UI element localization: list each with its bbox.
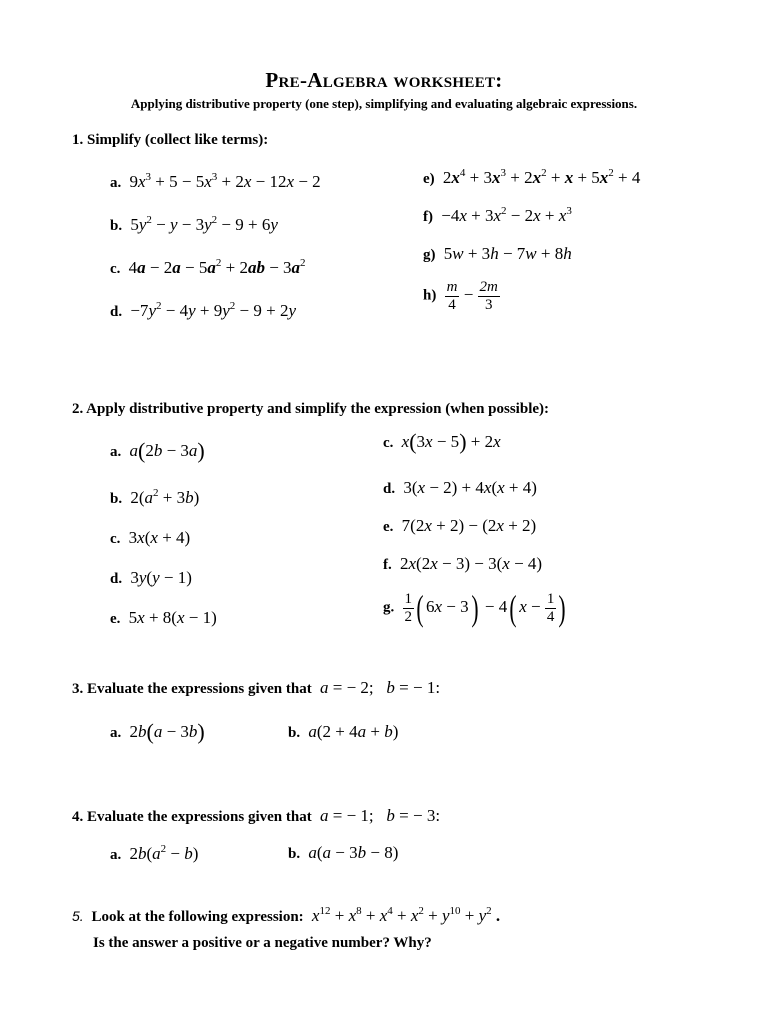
section-5-heading: 5. Look at the following expression: $x^{12} + x^8 + x^4 + x^2 + y^{10} + y^2$ .	[72, 905, 501, 925]
problem-3a: a. 2b(a − 3b)	[110, 719, 205, 744]
problem-1h: h) $\frac{m}{4}$ − $\frac{2m}{3}$	[423, 279, 498, 313]
problem-2a: a. a(2b − 3a)	[110, 438, 205, 463]
problem-2e-right: e. 7(2x + 2) − (2x + 2)	[383, 516, 537, 535]
section-2-heading: 2. Apply distributive property and simplify the expression (when possible):	[72, 401, 550, 417]
problem-2d: d. 3y(y − 1)	[110, 568, 192, 587]
section-3-heading: 3. Evaluate the expressions given that a = − 2; b = − 1:	[72, 678, 441, 697]
problem-2c-right: c. x(3x − 5) + 2x	[383, 429, 501, 454]
problem-2e: e. 5x + 8(x − 1)	[110, 608, 217, 627]
problem-2c: c. 3x(x + 4)	[110, 528, 191, 547]
problem-4a: a. $2b(a^2 - b)$	[110, 843, 199, 863]
problem-1e: e) $2x^4 + 3x^3 + 2x^2 + x + 5x^2 + 4$	[423, 167, 641, 187]
worksheet-title: Pre-Algebra worksheet:	[265, 68, 503, 92]
problem-2d-right: d. 3(x − 2) + 4x(x + 4)	[383, 478, 537, 497]
problem-1d: d. $-7y^2 - 4y + 9y^2 - 9 + 2y$	[110, 300, 296, 320]
problem-4b: b. a(a − 3b − 8)	[288, 843, 399, 862]
problem-1c: c. $4a - 2a - 5a^2 + 2ab - 3a^2$	[110, 257, 306, 277]
problem-1a: a. $9x^3 + 5 - 5x^3 + 2x - 12x - 2$	[110, 171, 321, 191]
problem-1f: $f) -4x + 3x^2 - 2x + x^3$	[423, 205, 572, 225]
worksheet-subtitle: Applying distributive property (one step), simplifying and evaluating algebraic expressions.	[130, 96, 638, 111]
problem-2f: f. 2x(2x − 3) − 3(x − 4)	[383, 554, 543, 573]
problem-1g: g) 5w + 3h − 7w + 8h	[423, 244, 572, 263]
section-5-question: Is the answer a positive or a negative number? Why?	[93, 935, 432, 951]
section-1-heading: 1. Simplify (collect like terms):	[72, 132, 269, 148]
problem-3b: b. a(2 + 4a + b)	[288, 722, 399, 741]
problem-2g: g. $\frac{1}{2}$ ( 6x − 3) − 4( x − $\frac{1}{4}$ )	[383, 588, 566, 628]
problem-1b: b. $5y^2 - y - 3y^2 - 9 + 6y$	[110, 214, 278, 234]
section-4-heading: 4. Evaluate the expressions given that a = − 1; b = − 3:	[72, 806, 441, 825]
problem-2b: b. $2(a^2 + 3b)$	[110, 487, 200, 507]
